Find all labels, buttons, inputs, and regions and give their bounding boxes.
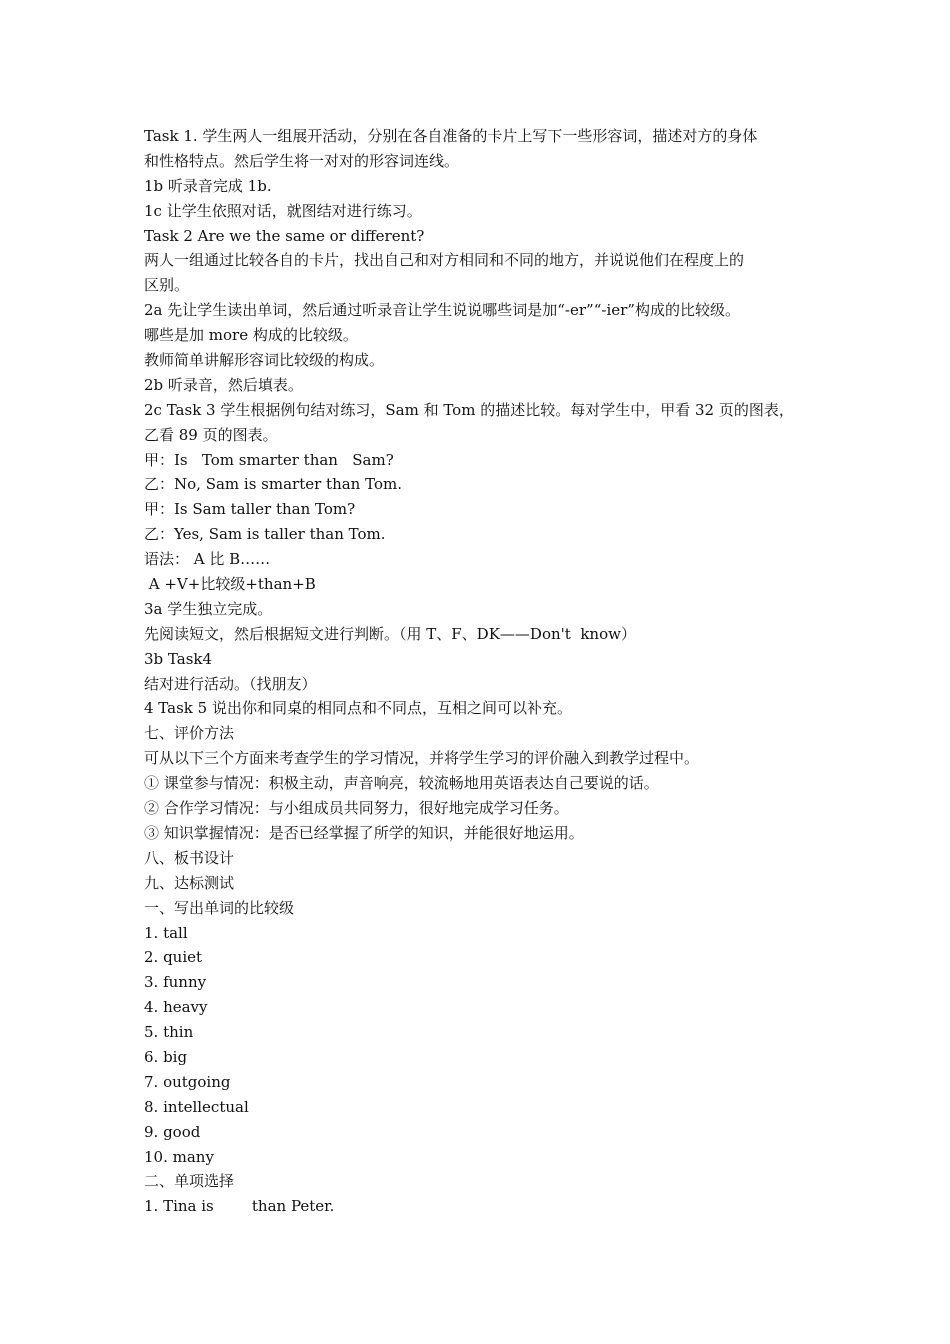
list-item: 9. good xyxy=(144,1122,201,1141)
text-line: 4 Task 5 说出你和同桌的相同点和不同点，互相之间可以补充。 xyxy=(144,699,572,718)
list-item: 10. many xyxy=(144,1147,214,1166)
text-line: 结对进行活动。（找朋友） xyxy=(144,674,317,693)
grammar-line: 语法： A 比 B…… xyxy=(144,550,271,569)
section-heading: 二、单项选择 xyxy=(144,1172,235,1191)
grammar-line: A +V+比较级+than+B xyxy=(144,575,316,594)
list-item: 6. big xyxy=(144,1047,188,1066)
list-item: 5. thin xyxy=(144,1023,194,1042)
text-line: Task 1. 学生两人一组展开活动，分别在各自准备的卡片上写下一些形容词，描述对方的身体 xyxy=(144,127,758,145)
text-line: 先阅读短文，然后根据短文进行判断。（用 T、F、DK——Don't know） xyxy=(144,624,636,643)
text-line: 1c 让学生依照对话，就图结对进行练习。 xyxy=(144,201,422,220)
section-heading: 一、写出单词的比较级 xyxy=(144,898,295,917)
list-item: 1. Tina is than Peter. xyxy=(144,1197,335,1216)
list-item: ① 课堂参与情况：积极主动，声音响亮，较流畅地用英语表达自己要说的话。 xyxy=(144,774,659,793)
text-line: 和性格特点。然后学生将一对对的形容词连线。 xyxy=(144,151,460,170)
document-body xyxy=(144,124,824,1219)
dialogue-line: 甲：Is Tom smarter than Sam? xyxy=(144,450,394,469)
list-item: 8. intellectual xyxy=(144,1097,249,1116)
text-line: 2a 先让学生读出单词，然后通过听录音让学生说说哪些词是加“-er”“-ier”构成的比较级。 xyxy=(144,301,740,320)
text-line: Task 2 Are we the same or different? xyxy=(144,226,425,245)
text-line: 区别。 xyxy=(144,276,190,295)
list-item: ② 合作学习情况：与小组成员共同努力，很好地完成学习任务。 xyxy=(144,799,569,818)
text-line: 2c Task 3 学生根据例句结对练习，Sam 和 Tom 的描述比较。每对学生中，甲看 32 页的图表， xyxy=(144,400,794,419)
text-line: 可从以下三个方面来考查学生的学习情况，并将学生学习的评价融入到教学过程中。 xyxy=(144,749,700,768)
text-line: 教师简单讲解形容词比较级的构成。 xyxy=(144,351,385,370)
list-item: 3. funny xyxy=(144,973,207,992)
section-heading: 七、评价方法 xyxy=(144,724,235,743)
text-line: 1b 听录音完成 1b. xyxy=(144,176,272,195)
text-line: 3a 学生独立完成。 xyxy=(144,599,273,618)
list-item: 7. outgoing xyxy=(144,1072,231,1091)
section-heading: 八、板书设计 xyxy=(144,848,235,867)
list-item: 1. tall xyxy=(144,923,188,942)
text-line: 2b 听录音，然后填表。 xyxy=(144,375,303,394)
list-item: 2. quiet xyxy=(144,948,203,967)
dialogue-line: 乙：Yes, Sam is taller than Tom. xyxy=(144,525,386,544)
section-heading: 九、达标测试 xyxy=(144,873,235,892)
list-item: ③ 知识掌握情况：是否已经掌握了所学的知识，并能很好地运用。 xyxy=(144,823,584,842)
text-line: 哪些是加 more 构成的比较级。 xyxy=(144,326,358,345)
text-line: 乙看 89 页的图表。 xyxy=(144,425,278,444)
dialogue-line: 乙：No, Sam is smarter than Tom. xyxy=(144,475,402,494)
text-line: 两人一组通过比较各自的卡片，找出自己和对方相同和不同的地方，并说说他们在程度上的 xyxy=(144,251,745,270)
text-line: 3b Task4 xyxy=(144,649,213,668)
dialogue-line: 甲：Is Sam taller than Tom? xyxy=(144,500,356,519)
list-item: 4. heavy xyxy=(144,998,208,1017)
